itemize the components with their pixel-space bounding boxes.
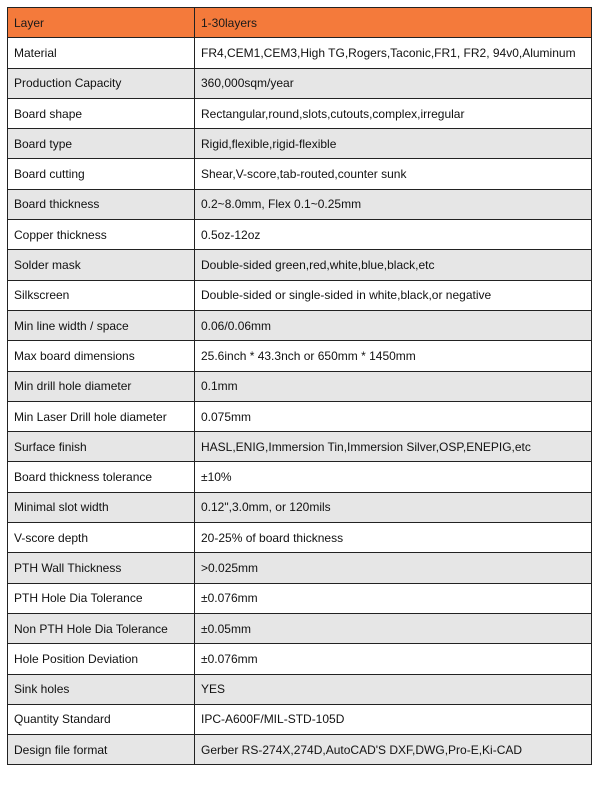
table-row xyxy=(8,189,592,219)
table-row xyxy=(8,220,592,250)
row-value: Double-sided green,red,white,blue,black,etc xyxy=(195,250,592,280)
row-label: Board cutting xyxy=(8,159,195,189)
row-value: ±10% xyxy=(195,462,592,492)
pcb-capability-table xyxy=(7,7,592,765)
table-row xyxy=(8,401,592,431)
row-label: Board type xyxy=(8,129,195,159)
row-value: ±0.076mm xyxy=(195,583,592,613)
header-label: Layer xyxy=(8,8,195,38)
table-row xyxy=(8,159,592,189)
row-value: 0.06/0.06mm xyxy=(195,310,592,340)
row-label: Min line width / space xyxy=(8,310,195,340)
row-value: Double-sided or single-sided in white,black,or negative xyxy=(195,280,592,310)
row-label: Board thickness tolerance xyxy=(8,462,195,492)
table-row xyxy=(8,583,592,613)
row-label: Material xyxy=(8,38,195,68)
spec-table-container xyxy=(7,7,591,794)
row-value: Gerber RS-274X,274D,AutoCAD'S DXF,DWG,Pro-E,Ki-CAD xyxy=(195,735,592,765)
row-value: ±0.076mm xyxy=(195,644,592,674)
row-label: Max board dimensions xyxy=(8,341,195,371)
row-value: >0.025mm xyxy=(195,553,592,583)
table-row xyxy=(8,644,592,674)
row-label: PTH Wall Thickness xyxy=(8,553,195,583)
row-label: Non PTH Hole Dia Tolerance xyxy=(8,613,195,643)
table-row xyxy=(8,674,592,704)
row-label: Silkscreen xyxy=(8,280,195,310)
table-row xyxy=(8,523,592,553)
row-label: Production Capacity xyxy=(8,68,195,98)
table-row xyxy=(8,371,592,401)
table-row xyxy=(8,492,592,522)
row-label: V-score depth xyxy=(8,523,195,553)
row-label: Min drill hole diameter xyxy=(8,371,195,401)
table-row xyxy=(8,735,592,765)
row-label: Quantity Standard xyxy=(8,704,195,734)
table-row xyxy=(8,310,592,340)
row-value: ±0.05mm xyxy=(195,613,592,643)
row-value: Shear,V-score,tab-routed,counter sunk xyxy=(195,159,592,189)
row-label: Board shape xyxy=(8,98,195,128)
table-row xyxy=(8,432,592,462)
row-value: Rectangular,round,slots,cutouts,complex,irregular xyxy=(195,98,592,128)
table-row xyxy=(8,462,592,492)
row-value: Rigid,flexible,rigid-flexible xyxy=(195,129,592,159)
table-row xyxy=(8,129,592,159)
table-row xyxy=(8,250,592,280)
row-label: Hole Position Deviation xyxy=(8,644,195,674)
row-label: Solder mask xyxy=(8,250,195,280)
row-value: IPC-A600F/MIL-STD-105D xyxy=(195,704,592,734)
table-row xyxy=(8,280,592,310)
table-row xyxy=(8,38,592,68)
table-row xyxy=(8,704,592,734)
row-value: HASL,ENIG,Immersion Tin,Immersion Silver,OSP,ENEPIG,etc xyxy=(195,432,592,462)
table-row xyxy=(8,613,592,643)
table-row xyxy=(8,341,592,371)
row-label: Design file format xyxy=(8,735,195,765)
row-value: 360,000sqm/year xyxy=(195,68,592,98)
row-label: Min Laser Drill hole diameter xyxy=(8,401,195,431)
row-value: 25.6inch * 43.3nch or 650mm * 1450mm xyxy=(195,341,592,371)
row-value: 20-25% of board thickness xyxy=(195,523,592,553)
row-label: Copper thickness xyxy=(8,220,195,250)
row-label: Surface finish xyxy=(8,432,195,462)
row-value: 0.075mm xyxy=(195,401,592,431)
row-label: Board thickness xyxy=(8,189,195,219)
table-header-row xyxy=(8,8,592,38)
table-row xyxy=(8,98,592,128)
row-value: 0.2~8.0mm, Flex 0.1~0.25mm xyxy=(195,189,592,219)
row-value: 0.12",3.0mm, or 120mils xyxy=(195,492,592,522)
row-value: FR4,CEM1,CEM3,High TG,Rogers,Taconic,FR1, FR2, 94v0,Aluminum xyxy=(195,38,592,68)
row-label: Sink holes xyxy=(8,674,195,704)
header-value: 1-30layers xyxy=(195,8,592,38)
table-row xyxy=(8,553,592,583)
row-value: 0.5oz-12oz xyxy=(195,220,592,250)
row-value: 0.1mm xyxy=(195,371,592,401)
row-label: Minimal slot width xyxy=(8,492,195,522)
table-row xyxy=(8,68,592,98)
row-value: YES xyxy=(195,674,592,704)
row-label: PTH Hole Dia Tolerance xyxy=(8,583,195,613)
